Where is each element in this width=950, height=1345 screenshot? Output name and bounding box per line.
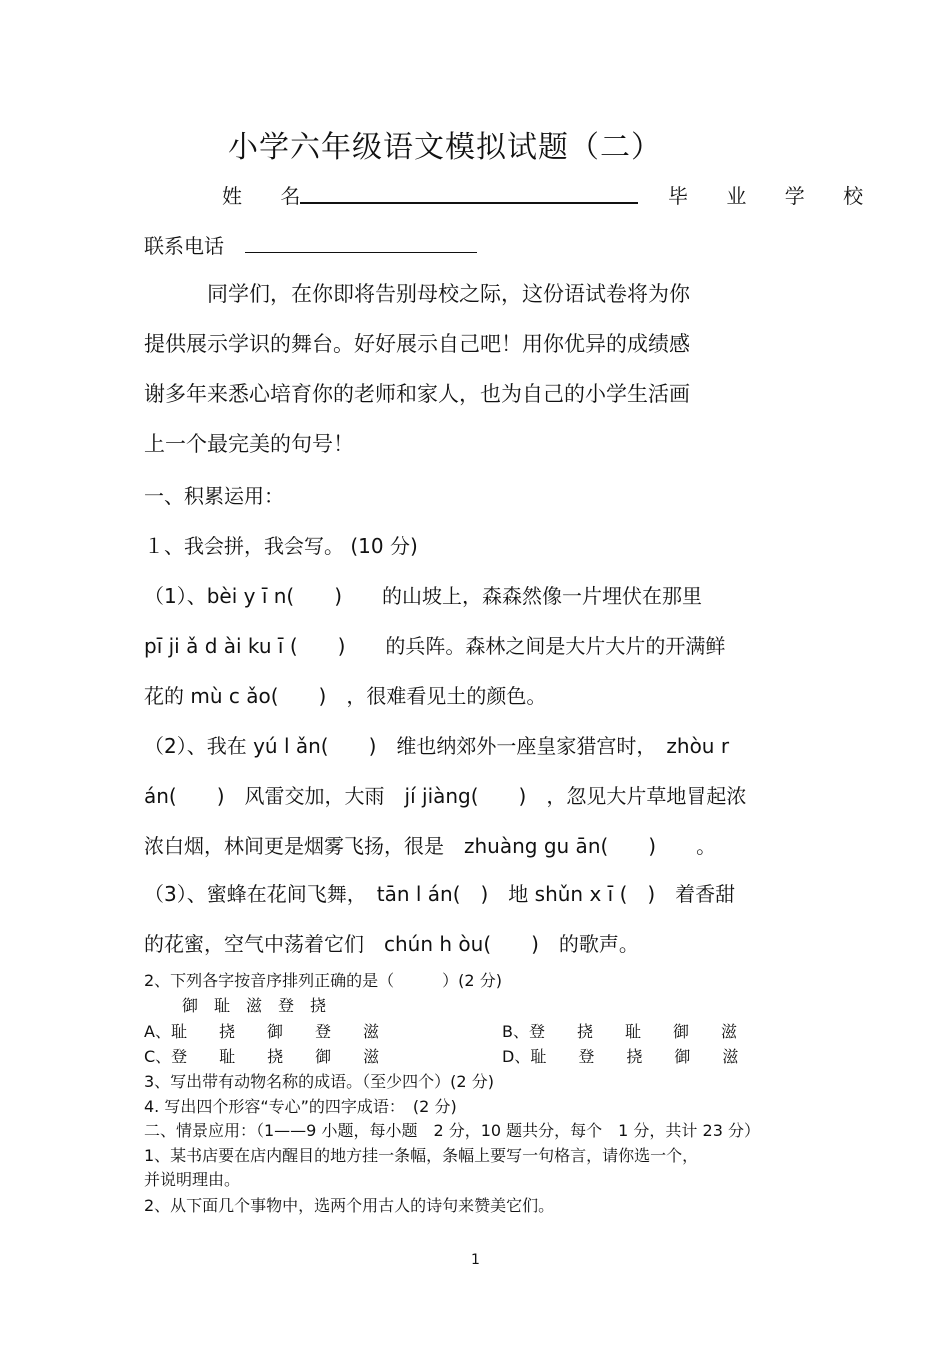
s2-q1-line-2: 并说明理由。: [144, 1170, 241, 1189]
q1-line-4: （2）、我在 yú l ǎn( ) 维也纳郊外一座皇家猎宫时， zhòu r: [144, 734, 730, 758]
q1-line-1: （1）、bèi y ī n( ) 的山坡上，森森然像一片埋伏在那里: [144, 584, 703, 608]
page-number: 1: [471, 1252, 480, 1268]
q1-line-8: 的花蜜，空气中荡着它们 chún h òu( ) 的歌声。: [144, 932, 639, 956]
q1-line-6: 浓白烟，林间更是烟雾飞扬，很是 zhuàng gu ān( ) 。: [144, 834, 717, 858]
s2-q1-line-1: 1、某书店要在店内醒目的地方挂一条幅，条幅上要写一句格言，请你选一个，: [144, 1146, 699, 1165]
q3-text: 3、写出带有动物名称的成语。（至少四个）(2 分): [144, 1072, 494, 1091]
name-underline[interactable]: [300, 202, 638, 204]
intro-line-4: 上一个最完美的句号！: [144, 432, 354, 456]
q2-heading: 2、下列各字按音序排列正确的是（ ）(2 分): [144, 971, 502, 990]
q2-chars: 御 耻 滋 登 挠: [182, 996, 327, 1015]
q1-line-3: 花的 mù c ǎo( ) ，很难看见土的颜色。: [144, 684, 547, 708]
q2-option-a: A、耻 挠 御 登 滋: [144, 1022, 379, 1041]
q1-line-5: án( ) 风雷交加，大雨 jí jiàng( ) ，忽见大片草地冒起浓: [144, 784, 747, 808]
name-label: 姓 名: [222, 184, 317, 208]
q1-line-7: （3）、蜜蜂在花间飞舞， tān l án( ) 地 shǔn x ī ( ) 着香甜: [144, 882, 736, 906]
intro-line-3: 谢多年来悉心培育你的老师和家人，也为自己的小学生活画: [144, 382, 690, 406]
q4-text: 4. 写出四个形容“专心”的四字成语： (2 分): [144, 1097, 457, 1116]
q2-option-c: C、登 耻 挠 御 滋: [144, 1047, 380, 1066]
q2-option-d: D、耻 登 挠 御 滋: [502, 1047, 739, 1066]
intro-line-1: 同学们，在你即将告别母校之际，这份语试卷将为你: [207, 282, 690, 306]
phone-label: 联系电话: [144, 234, 224, 258]
section-2-heading: 二、情景应用：（1——9 小题，每小题 2 分，10 题共分，每个 1 分，共计 23 分）: [144, 1121, 760, 1140]
q1-heading: １、我会拼，我会写。 (10 分): [144, 534, 418, 558]
school-label: 毕 业 学 校: [668, 184, 880, 208]
section-1-heading: 一、积累运用：: [144, 484, 284, 508]
intro-line-2: 提供展示学识的舞台。好好展示自己吧！用你优异的成绩感: [144, 332, 690, 356]
q2-option-b: B、登 挠 耻 御 滋: [502, 1022, 737, 1041]
phone-underline[interactable]: [245, 252, 477, 253]
page-title: 小学六年级语文模拟试题（二）: [228, 130, 662, 165]
q1-line-2: pī ji ǎ d ài ku ī ( ) 的兵阵。森林之间是大片大片的开满鲜: [144, 634, 726, 658]
s2-q2-text: 2、从下面几个事物中，选两个用古人的诗句来赞美它们。: [144, 1196, 555, 1215]
